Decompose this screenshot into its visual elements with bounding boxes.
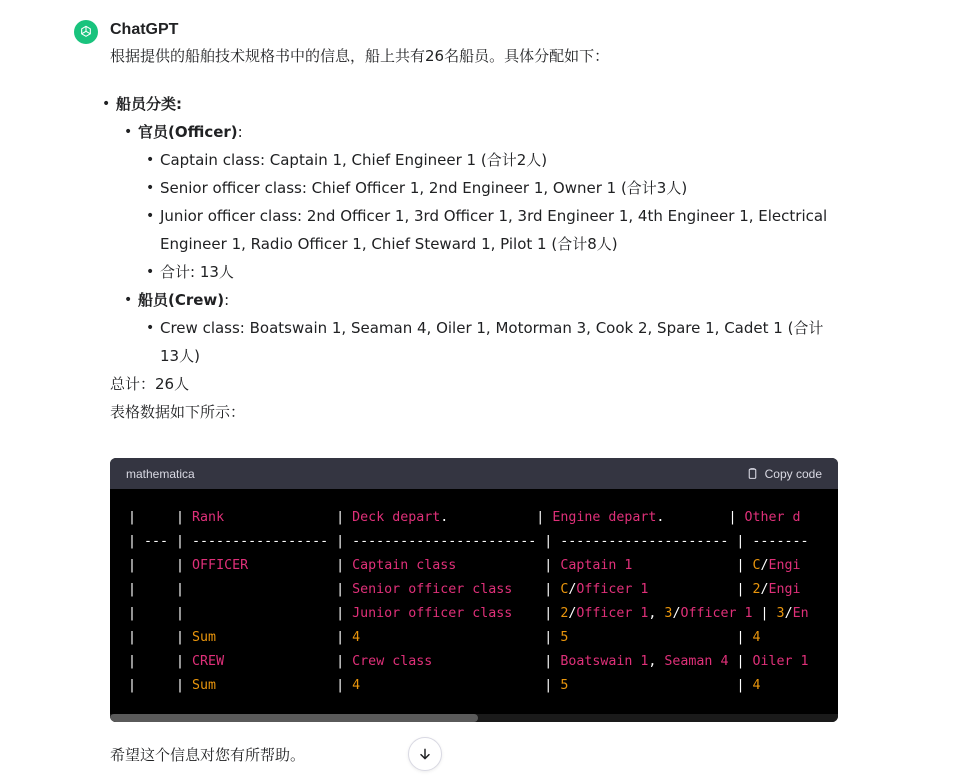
code-token: Oiler 1 xyxy=(752,654,809,669)
code-token: / xyxy=(672,606,681,621)
code-token: | xyxy=(224,510,353,525)
code-token: / xyxy=(760,558,769,573)
code-token: Junior officer class xyxy=(352,606,513,621)
code-token: | | | xyxy=(128,582,353,597)
officer-label: 官员(Officer) xyxy=(138,123,238,141)
assistant-avatar xyxy=(74,20,98,44)
category-list xyxy=(116,90,840,370)
code-token: Officer 1 xyxy=(576,606,649,621)
code-token: Officer 1 xyxy=(680,606,753,621)
code-token: Other d xyxy=(744,510,801,525)
code-token: Captain class xyxy=(352,558,457,573)
code-token: | xyxy=(568,630,753,645)
horizontal-scrollbar[interactable] xyxy=(110,714,838,722)
code-token: Boatswain 1 xyxy=(560,654,649,669)
code-token: C xyxy=(560,582,569,597)
code-token: / xyxy=(568,582,577,597)
code-token: Engi xyxy=(768,582,801,597)
code-token: | xyxy=(512,606,561,621)
scroll-to-bottom-button[interactable] xyxy=(408,737,442,771)
code-token: | xyxy=(456,558,561,573)
code-token: / xyxy=(784,606,793,621)
code-line xyxy=(128,506,838,530)
code-token: Seaman 4 xyxy=(664,654,729,669)
code-line xyxy=(128,530,838,554)
code-content[interactable] xyxy=(110,489,838,698)
code-token: | | xyxy=(128,510,193,525)
code-token: 2 xyxy=(560,606,569,621)
code-token: | xyxy=(248,558,353,573)
openai-logo-icon xyxy=(78,24,94,40)
code-token: Sum xyxy=(192,678,217,693)
copy-code-label: Copy code xyxy=(764,466,822,481)
list-item: • Senior officer class: Chief Officer 1, 2nd Engineer 1, Owner 1 (合计3人) xyxy=(160,174,840,202)
code-token: | xyxy=(728,654,753,669)
code-token: | xyxy=(360,630,561,645)
code-token: / xyxy=(568,606,577,621)
list-item: • Junior officer class: 2nd Officer 1, 3rd Officer 1, 3rd Engineer 1, 4th Engineer 1, Electrical Engineer 1, Radio Officer 1, Chief Steward 1, Pilot 1 (合计8人) xyxy=(160,202,840,258)
code-token: Engine depart xyxy=(552,510,657,525)
list-item xyxy=(116,90,840,370)
code-block xyxy=(110,458,838,722)
code-token: 5 xyxy=(560,678,569,693)
code-token: Sum xyxy=(192,630,217,645)
list-item: • Crew class: Boatswain 1, Seaman 4, Oiler 1, Motorman 3, Cook 2, Spare 1, Cadet 1 (合计13人) xyxy=(160,314,840,370)
table-intro-text: 表格数据如下所示： xyxy=(110,403,246,421)
code-line xyxy=(128,578,838,602)
code-token: | | | xyxy=(128,606,353,621)
list-item: • 官员(Officer): • Captain class: Captain 1, Chief Engineer 1 (合计2人) • Senior officer class: Chief Officer 1, 2nd Engineer 1, Owner 1 (合计3人) • Junior officer class: 2nd Officer 1, 3rd Officer 1, 3rd Engineer 1, 4th Engineer 1, Electrical Engineer 1, Radio Officer 1, Chief Steward 1, Pilot 1 (合计8人) • 合计: 13人 xyxy=(138,118,840,286)
code-token: 4 xyxy=(752,678,761,693)
code-token: | xyxy=(216,630,353,645)
crew-label: 船员(Crew) xyxy=(138,291,225,309)
code-token: 3 xyxy=(776,606,785,621)
code-line xyxy=(128,602,838,626)
code-token: CREW xyxy=(192,654,225,669)
code-token: Rank xyxy=(192,510,225,525)
category-sublist xyxy=(138,118,840,370)
code-token: Captain 1 xyxy=(560,558,633,573)
code-token: | xyxy=(632,558,753,573)
clipboard-icon xyxy=(746,467,759,480)
code-token: | xyxy=(752,606,777,621)
code-token: 4 xyxy=(352,678,361,693)
code-token: / xyxy=(760,582,769,597)
code-token: 2 xyxy=(752,582,761,597)
code-token: Engi xyxy=(768,558,801,573)
copy-code-button[interactable] xyxy=(746,467,822,481)
officer-items xyxy=(160,146,840,286)
code-token: , xyxy=(648,606,665,621)
list-item: • Captain class: Captain 1, Chief Engineer 1 (合计2人) xyxy=(160,146,840,174)
code-token: Deck depart xyxy=(352,510,441,525)
code-token: | | xyxy=(128,654,193,669)
closing-text: 希望这个信息对您有所帮助。 xyxy=(110,746,306,764)
code-token: Senior officer class xyxy=(352,582,513,597)
code-token: Officer 1 xyxy=(576,582,649,597)
code-token: OFFICER xyxy=(192,558,249,573)
code-token: 5 xyxy=(560,630,569,645)
message-content xyxy=(110,42,840,426)
code-token: | --- | ----------------- | ----------------------- | --------------------- | ------- xyxy=(128,534,809,549)
code-token: . | xyxy=(440,510,553,525)
code-token: 4 xyxy=(752,630,761,645)
crew-items xyxy=(160,314,840,370)
code-token: | xyxy=(648,582,753,597)
intro-text: 根据提供的船舶技术规格书中的信息，船上共有26名船员。具体分配如下： xyxy=(110,47,610,65)
code-token: 3 xyxy=(664,606,673,621)
code-token: En xyxy=(792,606,809,621)
code-line xyxy=(128,650,838,674)
code-token: | | xyxy=(128,678,193,693)
code-token: | xyxy=(512,582,561,597)
code-token: | xyxy=(432,654,561,669)
code-token: . | xyxy=(656,510,745,525)
code-token: | xyxy=(568,678,753,693)
code-token: | xyxy=(216,678,353,693)
arrow-down-icon xyxy=(417,746,433,762)
author-name: ChatGPT xyxy=(110,21,179,38)
total-text: 总计：26人 xyxy=(110,375,190,393)
code-token: Crew class xyxy=(352,654,433,669)
code-token: | xyxy=(360,678,561,693)
list-item: • 合计: 13人 xyxy=(160,258,840,286)
scrollbar-thumb[interactable] xyxy=(110,714,478,722)
code-token: C xyxy=(752,558,761,573)
code-token: | xyxy=(224,654,353,669)
code-line xyxy=(128,674,838,698)
categories-label: 船员分类: xyxy=(116,95,182,113)
list-item: • 船员(Crew): • Crew class: Boatswain 1, Seaman 4, Oiler 1, Motorman 3, Cook 2, Spare 1, Cadet 1 (合计13人) xyxy=(138,286,840,370)
code-language: mathematica xyxy=(126,466,195,481)
code-token: 4 xyxy=(352,630,361,645)
code-header xyxy=(110,458,838,489)
code-token: | | xyxy=(128,558,193,573)
code-line xyxy=(128,626,838,650)
code-line xyxy=(128,554,838,578)
code-token: , xyxy=(648,654,665,669)
code-token: | | xyxy=(128,630,193,645)
